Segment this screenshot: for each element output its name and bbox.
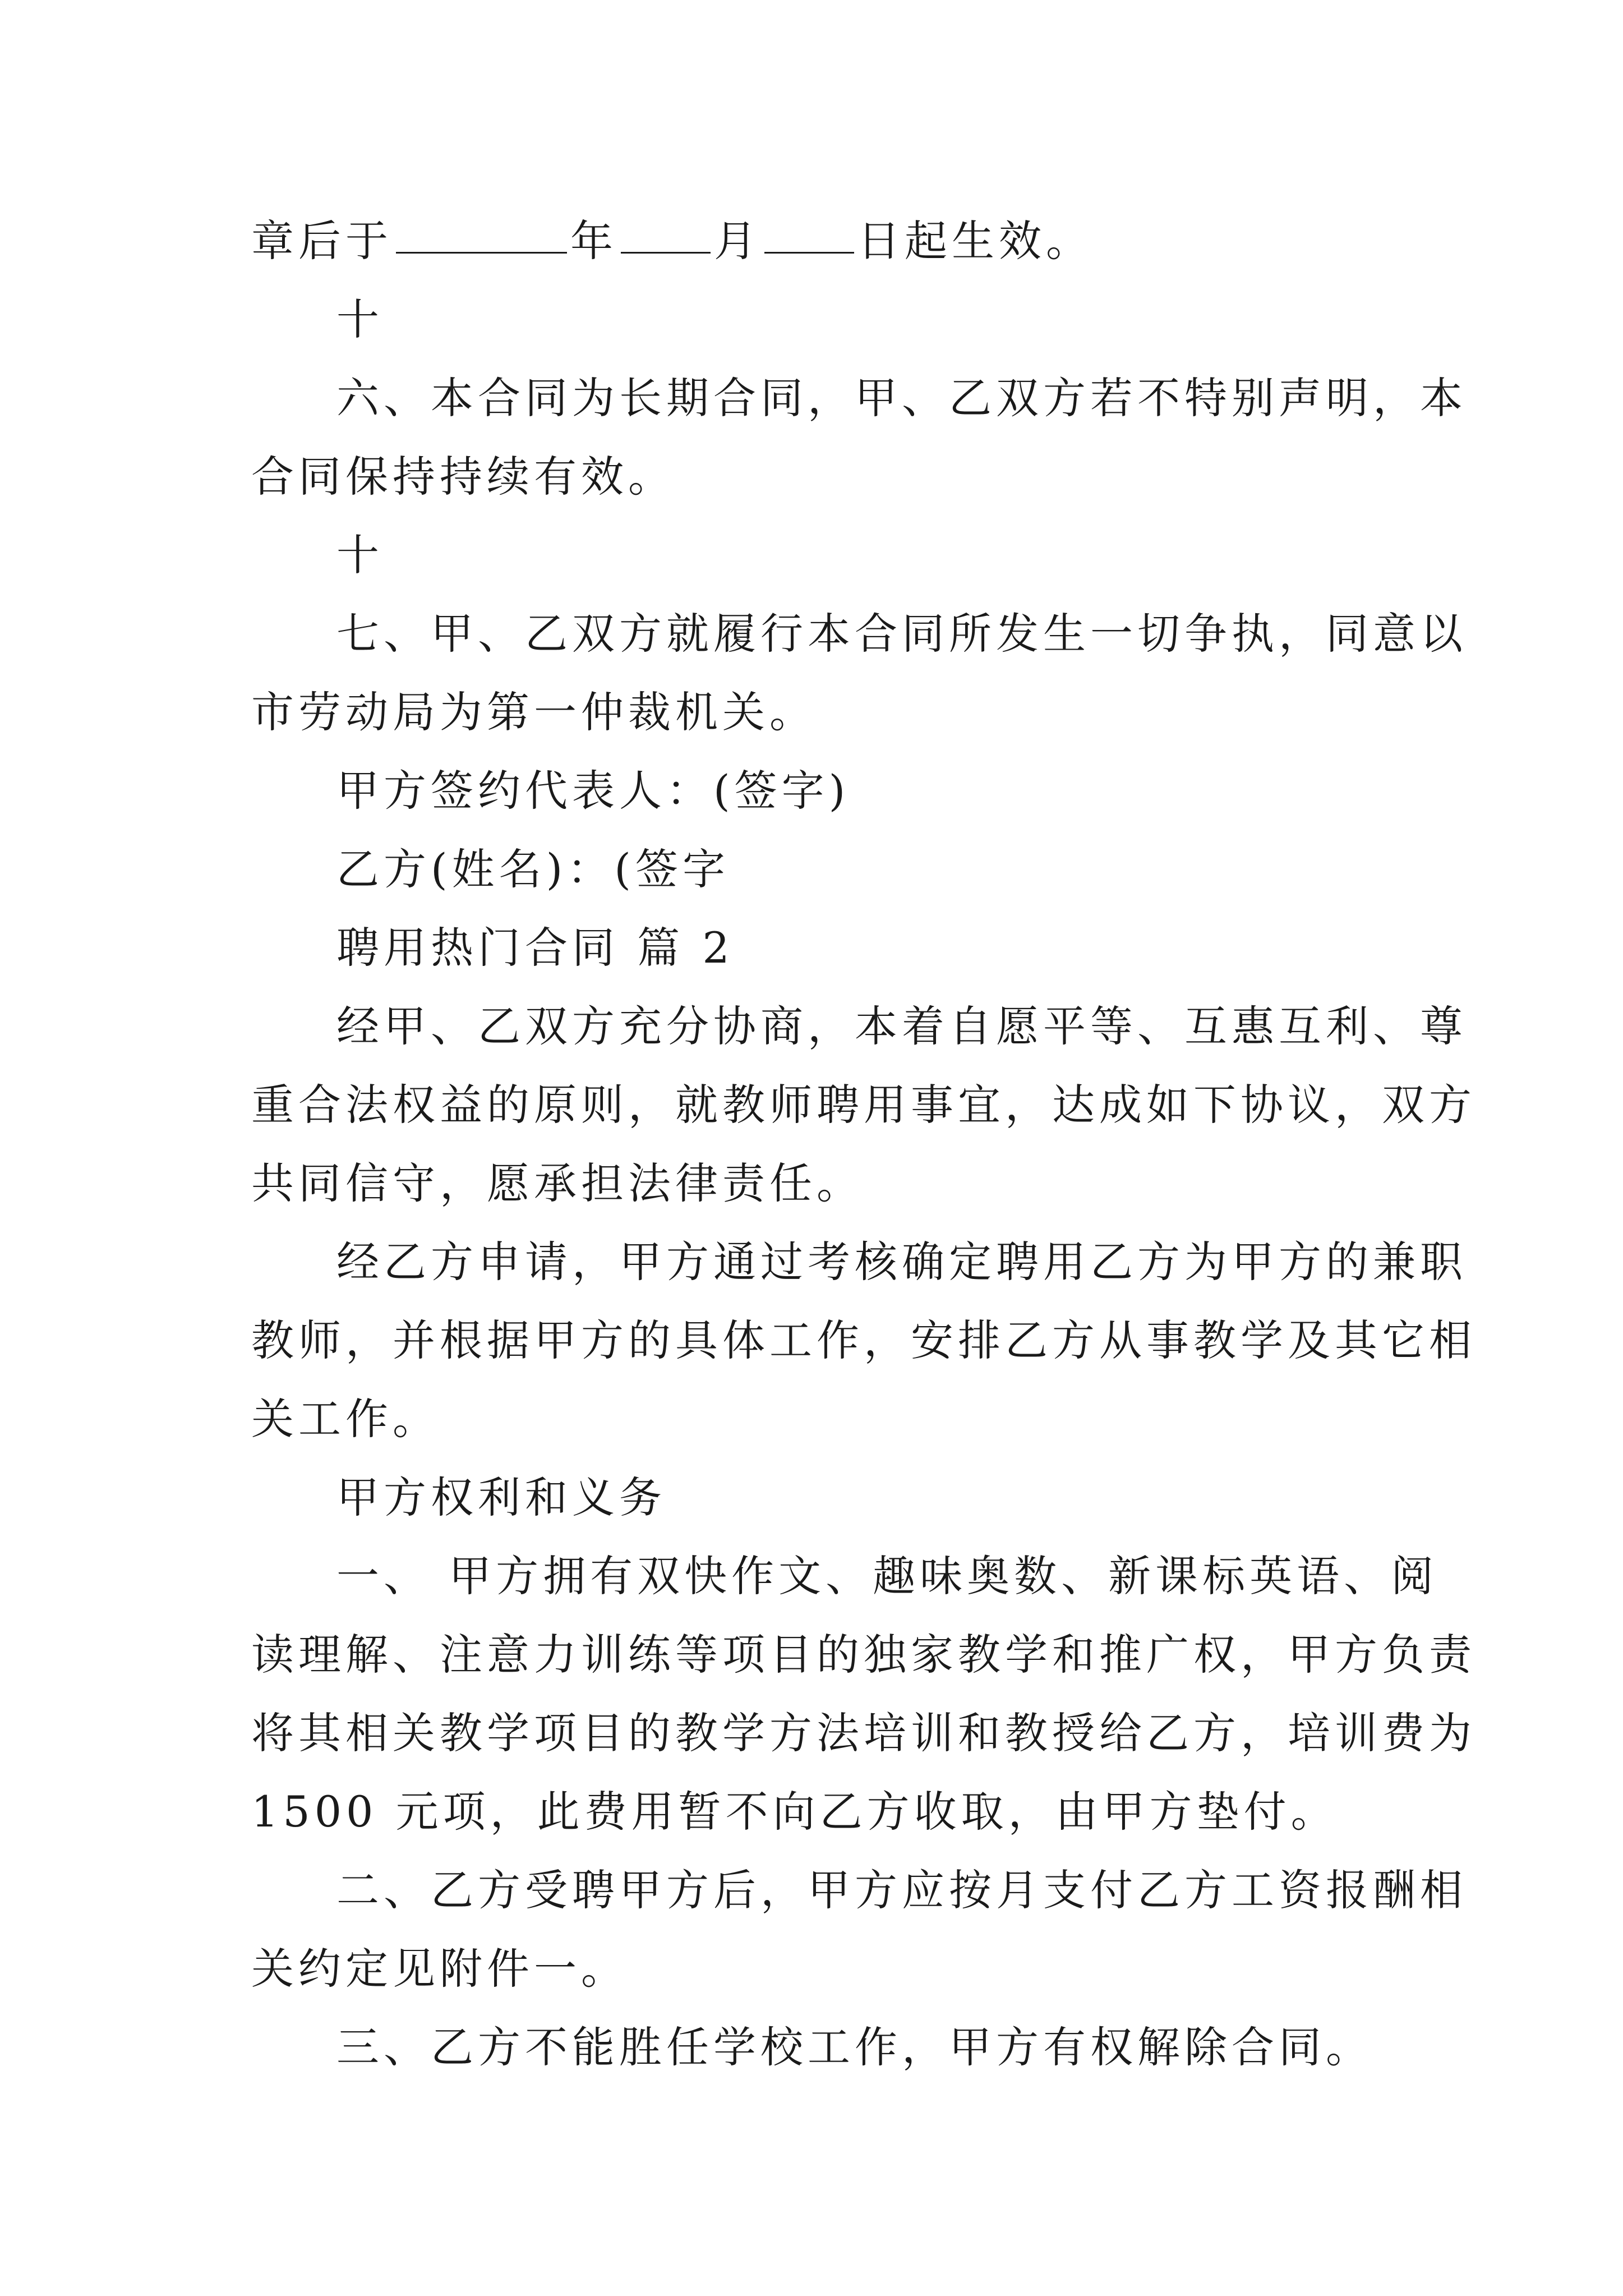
clause-17-line-1: 七、甲、乙双方就履行本合同所发生一切争执，同意以: [336, 609, 1467, 659]
effective-date-line: [251, 210, 1390, 272]
clause-number-ten: 十: [336, 530, 384, 580]
effective-suffix: 日起生效。: [857, 216, 1093, 266]
clause-17-line-2: 市劳动局为第一仲裁机关。: [251, 687, 817, 737]
preamble-line-1: 经甲、乙双方充分协商，本着自愿平等、互惠互利、尊: [336, 1001, 1467, 1051]
clause-number-ten: 十: [336, 295, 384, 344]
clause-16-line-2: 合同保持持续有效。: [251, 452, 675, 501]
effective-prefix: 章后于: [251, 216, 393, 266]
item-3-line-1: 三、乙方不能胜任学校工作，甲方有权解除合同。: [336, 2022, 1373, 2072]
year-label: 年: [570, 216, 617, 266]
application-line-1: 经乙方申请，甲方通过考核确定聘用乙方为甲方的兼职: [336, 1237, 1467, 1287]
application-line-2: 教师，并根据甲方的具体工作，安排乙方从事教学及其它相: [251, 1315, 1476, 1365]
rights-heading: 甲方权利和义务: [336, 1473, 666, 1522]
preamble-line-2: 重合法权益的原则，就教师聘用事宜，达成如下协议，双方: [251, 1080, 1476, 1130]
year-blank: [396, 210, 567, 254]
clause-16-line-1: 六、本合同为长期合同，甲、乙双方若不特别声明，本: [336, 373, 1467, 423]
party-a-signature: 甲方签约代表人：(签字): [336, 766, 850, 816]
item-2-line-2: 关约定见附件一。: [251, 1944, 628, 1994]
preamble-line-3: 共同信守，愿承担法律责任。: [251, 1158, 864, 1208]
item-1-line-1: 一、 甲方拥有双快作文、趣味奥数、新课标英语、阅: [336, 1551, 1438, 1601]
section-heading: 聘用热门合同 篇 2: [336, 923, 734, 973]
month-label: 月: [714, 216, 761, 266]
item-1-line-4: 1500 元项，此费用暂不向乙方收取，由甲方垫付。: [251, 1787, 1338, 1837]
day-blank: [764, 210, 854, 254]
month-blank: [621, 210, 711, 254]
item-2-line-1: 二、乙方受聘甲方后，甲方应按月支付乙方工资报酬相: [336, 1865, 1467, 1915]
item-1-line-2: 读理解、注意力训练等项目的独家教学和推广权，甲方负责: [251, 1630, 1476, 1680]
application-line-3: 关工作。: [251, 1394, 440, 1444]
party-b-signature: 乙方(姓名)：(签字: [336, 844, 730, 894]
item-1-line-3: 将其相关教学项目的教学方法培训和教授给乙方，培训费为: [251, 1708, 1476, 1758]
